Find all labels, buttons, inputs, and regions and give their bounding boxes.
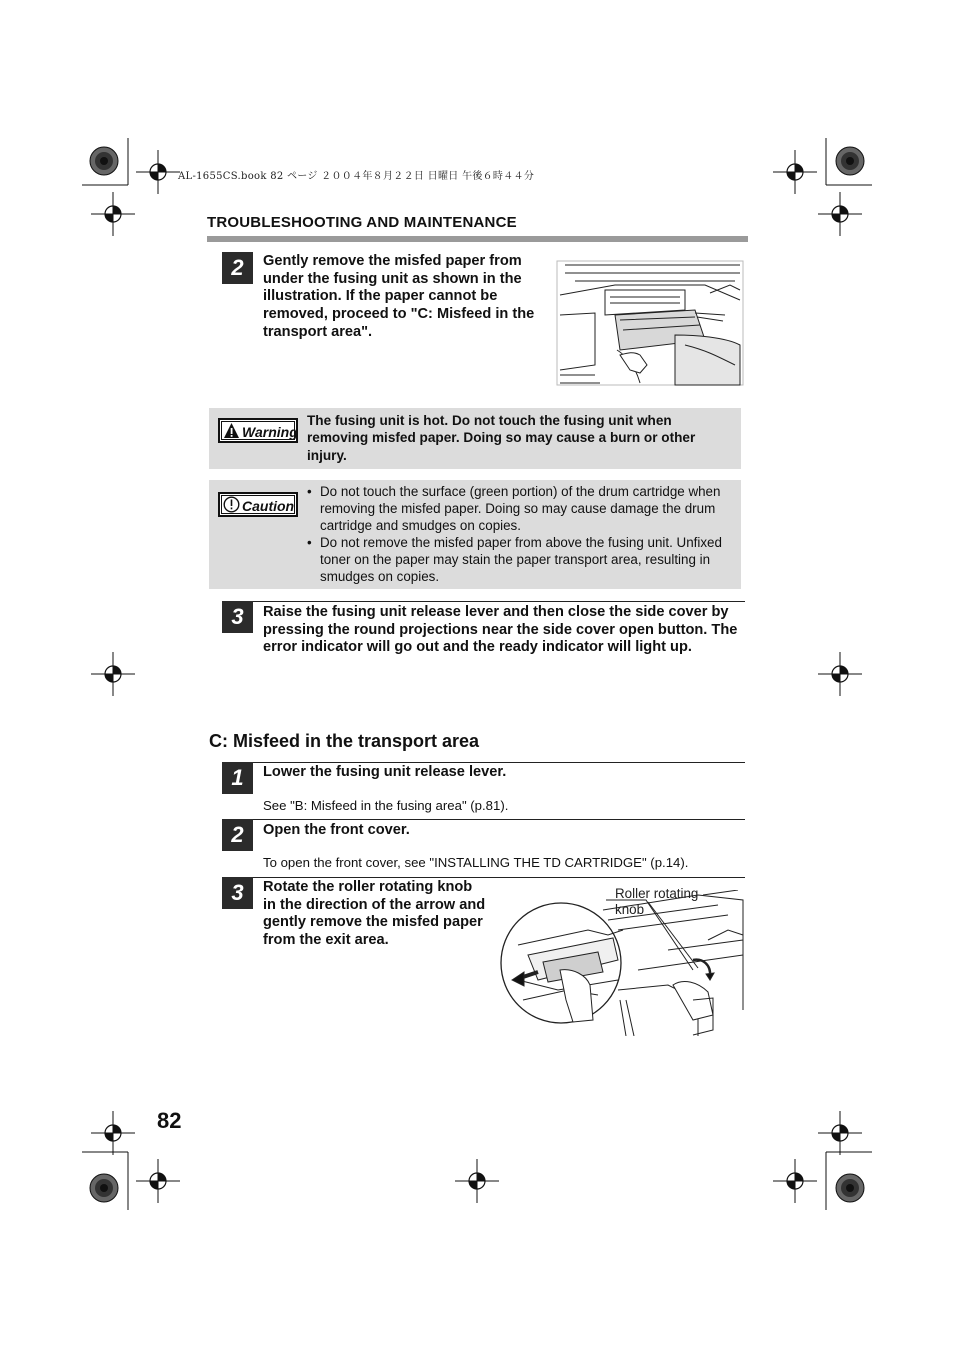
step-text: Open the front cover.: [263, 822, 410, 838]
section-c-heading: C: Misfeed in the transport area: [209, 731, 480, 751]
warning-icon: [223, 421, 240, 448]
step-number: 2: [222, 819, 253, 851]
step-text: Raise the fusing unit release lever and then close the side cover by pressing the round projections near the side cover open button. The error indicator will go out and the ready indicator will light up.: [263, 604, 738, 656]
step-subtext: To open the front cover, see "INSTALLING THE TD CARTRIDGE" (p.14).: [263, 855, 689, 870]
caution-item: • Do not touch the surface (green portion) of the drum cartridge when removing the misfed paper. Doing so may cause damage the drum cartridge and smudges on copies.: [307, 483, 735, 534]
caution-item: • Do not remove the misfed paper from above the fusing unit. Unfixed toner on the paper may stain the paper transport area, resulting in smudges on copies.: [307, 534, 735, 585]
illustration-label: knob: [615, 902, 645, 917]
step-rule: [222, 762, 745, 763]
step-rule: [222, 877, 745, 878]
caution-badge: [218, 492, 298, 517]
warning-text: The fusing unit is hot. Do not touch the fusing unit when removing misfed paper. Doing so may cause a burn or other injury.: [307, 413, 696, 463]
section-rule: [207, 236, 748, 242]
step-text: Rotate the roller rotating knob in the direction of the arrow and gently remove the misfed paper from the exit area.: [263, 879, 486, 949]
step-number: 1: [222, 762, 253, 794]
step-rule: [222, 819, 745, 820]
page-number: 82: [157, 1108, 182, 1133]
section-title: TROUBLESHOOTING AND MAINTENANCE: [207, 214, 517, 231]
transport-area-illustration: [498, 890, 746, 1036]
warning-label: Warning: [242, 424, 298, 440]
caution-icon: [223, 496, 240, 521]
step-number: 2: [222, 252, 253, 284]
step-text: Lower the fusing unit release lever.: [263, 764, 507, 780]
step-subtext: See "B: Misfeed in the fusing area" (p.81).: [263, 798, 509, 813]
caution-label: Caution: [242, 498, 295, 514]
warning-badge: [218, 418, 298, 443]
fusing-unit-illustration: [555, 255, 745, 392]
caution-list: [307, 483, 735, 585]
step-rule: [222, 601, 745, 602]
step-number: 3: [222, 601, 253, 633]
step-number: 3: [222, 877, 253, 909]
step-text: Gently remove the misfed paper from under the fusing unit as shown in the illustration. If the paper cannot be removed, proceed to "C: Misfeed in the transport area".: [263, 253, 535, 340]
illustration-label: Roller rotating: [615, 886, 699, 901]
book-info-line: AL-1655CS.book 82 ページ ２００４年８月２２日 日曜日 午後６時４４分: [178, 171, 535, 182]
